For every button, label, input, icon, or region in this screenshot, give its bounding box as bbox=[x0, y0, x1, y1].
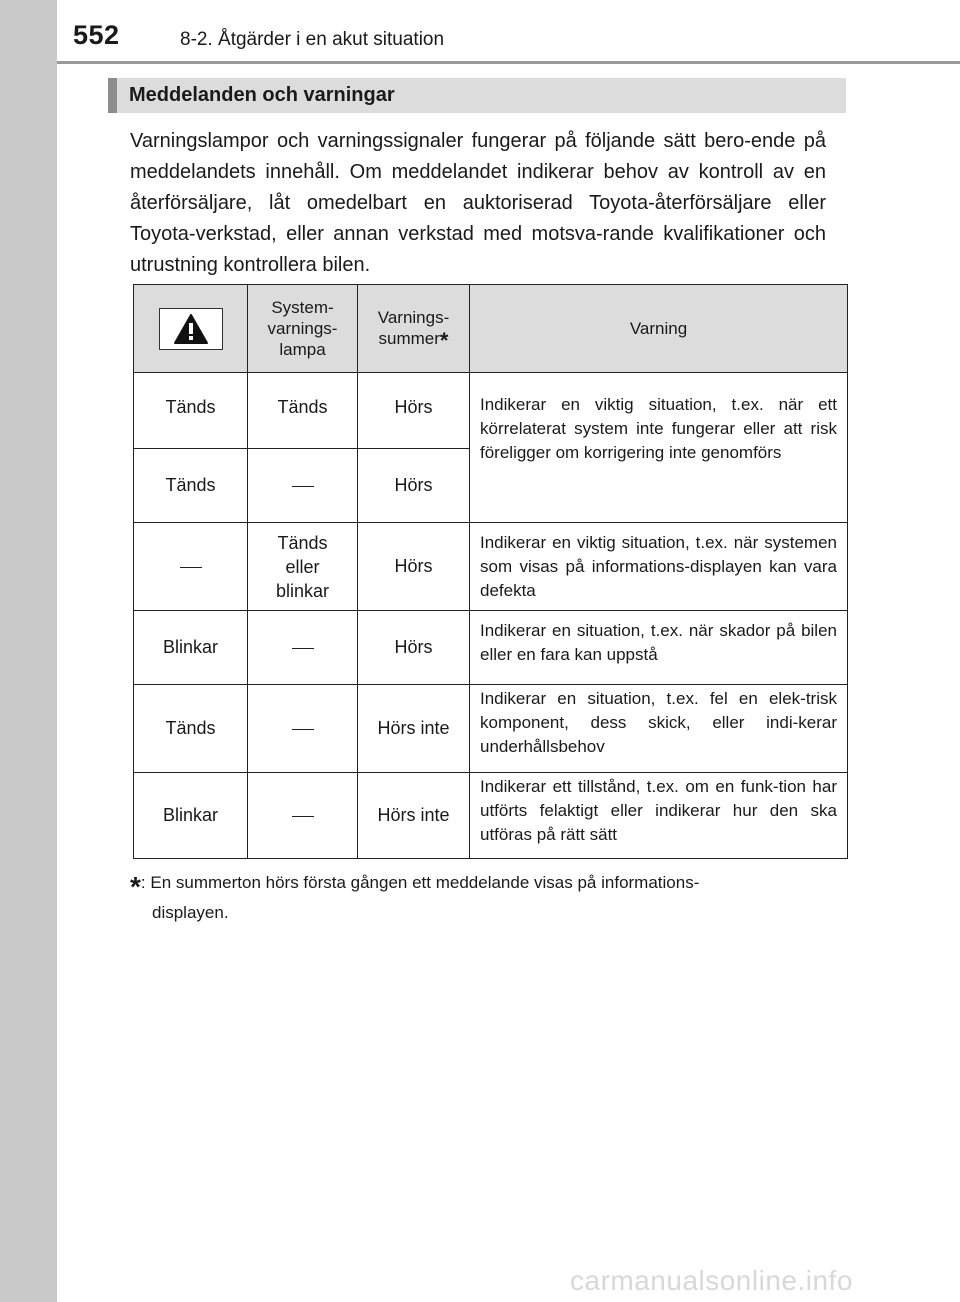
footnote-text-continued: displayen. bbox=[152, 903, 229, 922]
table-row bbox=[134, 773, 848, 859]
row3-warning: Indikerar en viktig situation, t.ex. när systemen som visas på informations-displayen kan vara defekta bbox=[470, 523, 848, 611]
row5-warning: Indikerar en situation, t.ex. fel en elek-trisk komponent, dess skick, eller indi-kerar underhållsbehov bbox=[470, 685, 848, 773]
page-number: 552 bbox=[73, 20, 120, 50]
row2-system-lamp bbox=[248, 449, 358, 523]
section-heading-bar bbox=[108, 78, 846, 113]
row5-lamp-cell: Tänds bbox=[134, 685, 248, 773]
dash-mark bbox=[292, 648, 314, 649]
footnote-marker: * bbox=[439, 327, 449, 353]
header-icon-cell bbox=[134, 285, 248, 373]
dash-mark bbox=[292, 729, 314, 730]
merged-warning-cell: Indikerar en viktig situation, t.ex. när ett körrelaterat system inte fungerar eller att risk föreligger om korrigering inte genomförs bbox=[470, 373, 848, 523]
section-heading-accent bbox=[108, 78, 117, 113]
chapter-header: 8-2. Åtgärder i en akut situation bbox=[180, 29, 445, 50]
row4-system-lamp bbox=[248, 611, 358, 685]
watermark: carmanualsonline.info bbox=[570, 1265, 853, 1296]
header-buzzer: Varnings- summer* bbox=[358, 285, 470, 373]
table-row bbox=[134, 611, 848, 685]
row2-lamp-cell: Tänds bbox=[134, 449, 248, 523]
dash-mark bbox=[180, 567, 202, 568]
table-row bbox=[134, 523, 848, 611]
table-row bbox=[134, 685, 848, 773]
header-warning: Varning bbox=[470, 285, 848, 373]
warning-triangle-icon bbox=[159, 308, 223, 350]
row5-buzzer: Hörs inte bbox=[358, 685, 470, 773]
row6-lamp-cell: Blinkar bbox=[134, 773, 248, 859]
row3-buzzer: Hörs bbox=[358, 523, 470, 611]
row4-lamp-cell: Blinkar bbox=[134, 611, 248, 685]
section-title: Meddelanden och varningar bbox=[129, 84, 395, 106]
footnote-text: : En summerton hörs första gången ett meddelande visas på informations- bbox=[140, 873, 700, 892]
intro-paragraph: Varningslampor och varningssignaler fungerar på följande sätt bero-ende på meddelandets innehåll. Om meddelandet indikerar behov av kontroll av en återförsäljare, låt omedelbart en auktoriserad Toyota-återförsäljare eller Toyota-verkstad, eller annan verkstad med motsva-rande kvalifikationer och utrustning kontrollera bilen. bbox=[130, 130, 826, 276]
row3-lamp-cell bbox=[134, 523, 248, 611]
side-margin-bar bbox=[0, 0, 57, 1302]
row6-buzzer: Hörs inte bbox=[358, 773, 470, 859]
row1-lamp-cell: Tänds bbox=[134, 373, 248, 449]
row4-warning: Indikerar en situation, t.ex. när skador på bilen eller en fara kan uppstå bbox=[470, 611, 848, 685]
header-system-lamp: System- varnings- lampa bbox=[248, 285, 358, 373]
header-divider bbox=[57, 61, 960, 64]
row1-buzzer: Hörs bbox=[358, 373, 470, 449]
warning-table bbox=[133, 284, 848, 859]
footnote-marker: * bbox=[130, 871, 141, 902]
table-row bbox=[134, 373, 848, 449]
dash-mark bbox=[292, 816, 314, 817]
row1-system-lamp: Tänds bbox=[248, 373, 358, 449]
row4-buzzer: Hörs bbox=[358, 611, 470, 685]
row3-system-lamp: Tänds eller blinkar bbox=[248, 523, 358, 611]
footnote bbox=[130, 870, 830, 926]
row6-warning: Indikerar ett tillstånd, t.ex. om en funk-tion har utförts felaktigt eller indikerar hur den ska utföras på rätt sätt bbox=[470, 773, 848, 859]
row6-system-lamp bbox=[248, 773, 358, 859]
dash-mark bbox=[292, 486, 314, 487]
table-header-row bbox=[134, 285, 848, 373]
row5-system-lamp bbox=[248, 685, 358, 773]
row2-buzzer: Hörs bbox=[358, 449, 470, 523]
